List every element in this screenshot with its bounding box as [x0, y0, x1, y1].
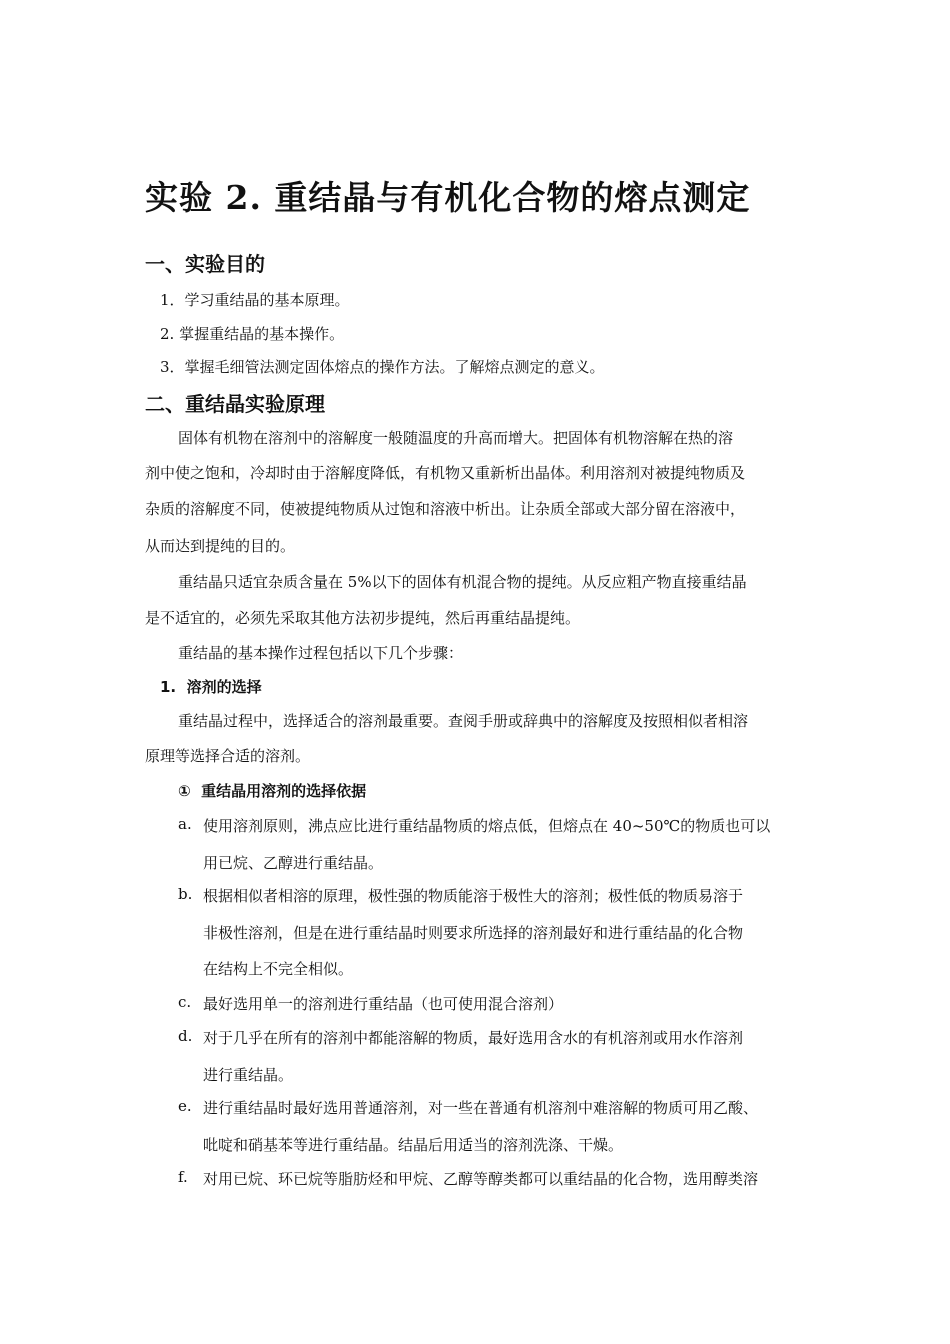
- step-heading-solvent: [160, 676, 262, 697]
- list-item-line: 最好选用单一的溶剂进行重结晶（也可使用混合溶剂）: [203, 995, 564, 1013]
- purpose-item-text: 掌握毛细管法测定固体熔点的操作方法。了解熔点测定的意义。: [184, 358, 605, 376]
- list-marker: e.: [178, 1097, 192, 1115]
- step-number: 1.: [160, 678, 177, 696]
- paragraph-line: 从而达到提纯的目的。: [145, 537, 296, 555]
- purpose-item-number: 3．: [160, 358, 185, 376]
- paragraph-line: 重结晶的基本操作过程包括以下几个步骤：: [178, 644, 464, 662]
- purpose-item-2: [160, 323, 344, 344]
- purpose-item-3: [160, 356, 605, 377]
- list-item-line: 非极性溶剂，但是在进行重结晶时则要求所选择的溶剂最好和进行重结晶的化合物: [203, 924, 744, 942]
- list-item-line: 对于几乎在所有的溶剂中都能溶解的物质，最好选用含水的有机溶剂或用水作溶剂: [203, 1029, 744, 1047]
- list-item-line: 用已烷、乙醇进行重结晶。: [203, 854, 384, 872]
- list-item-line: 对用已烷、环已烷等脂肪烃和甲烷、乙醇等醇类都可以重结晶的化合物，选用醇类溶: [203, 1170, 759, 1188]
- list-marker: a.: [178, 815, 192, 833]
- step-label: 溶剂的选择: [186, 678, 262, 696]
- paragraph-line: 重结晶过程中，选择适合的溶剂最重要。查阅手册或辞典中的溶解度及按照相似者相溶: [178, 712, 749, 730]
- paragraph-line: 固体有机物在溶剂中的溶解度一般随温度的升高而增大。把固体有机物溶解在热的溶: [178, 429, 734, 447]
- purpose-item-number: 1．: [160, 291, 185, 309]
- circled-number: ①: [178, 782, 191, 800]
- section-heading-purpose: 一、实验目的: [145, 252, 265, 276]
- list-item-line: 根据相似者相溶的原理，极性强的物质能溶于极性大的溶剂；极性低的物质易溶于: [203, 887, 744, 905]
- paragraph-line: 剂中使之饱和，冷却时由于溶解度降低，有机物又重新析出晶体。利用溶剂对被提纯物质及: [145, 464, 746, 482]
- list-marker: c.: [178, 993, 192, 1011]
- paragraph-line: 杂质的溶解度不同，使被提纯物质从过饱和溶液中析出。让杂质全部或大部分留在溶液中，: [145, 500, 746, 518]
- subheading-solvent-criteria: [178, 780, 366, 801]
- list-marker: d.: [178, 1027, 193, 1045]
- subheading-label: 重结晶用溶剂的选择依据: [201, 782, 367, 800]
- purpose-item-number: 2.: [160, 325, 175, 343]
- list-item-line: 进行重结晶。: [203, 1066, 294, 1084]
- list-marker: b.: [178, 885, 193, 903]
- list-item-line: 吡啶和硝基苯等进行重结晶。结晶后用适当的溶剂洗涤、干燥。: [203, 1136, 624, 1154]
- section-heading-principle: 二、重结晶实验原理: [145, 392, 325, 416]
- purpose-item-1: [160, 289, 350, 310]
- list-item-line: 在结构上不完全相似。: [203, 960, 354, 978]
- document-title: 实验 2. 重结晶与有机化合物的熔点测定: [145, 178, 751, 217]
- list-item-line: 进行重结晶时最好选用普通溶剂，对一些在普通有机溶剂中难溶解的物质可用乙酸、: [203, 1099, 759, 1117]
- paragraph-line: 原理等选择合适的溶剂。: [145, 747, 311, 765]
- list-marker: f.: [178, 1168, 188, 1186]
- purpose-item-text: 掌握重结晶的基本操作。: [179, 325, 345, 343]
- paragraph-line: 是不适宜的，必须先采取其他方法初步提纯，然后再重结晶提纯。: [145, 609, 581, 627]
- paragraph-line: 重结晶只适宜杂质含量在 5%以下的固体有机混合物的提纯。从反应粗产物直接重结晶: [178, 573, 747, 591]
- purpose-item-text: 学习重结晶的基本原理。: [184, 291, 350, 309]
- list-item-line: 使用溶剂原则，沸点应比进行重结晶物质的熔点低，但熔点在 40~50℃的物质也可以: [203, 817, 771, 835]
